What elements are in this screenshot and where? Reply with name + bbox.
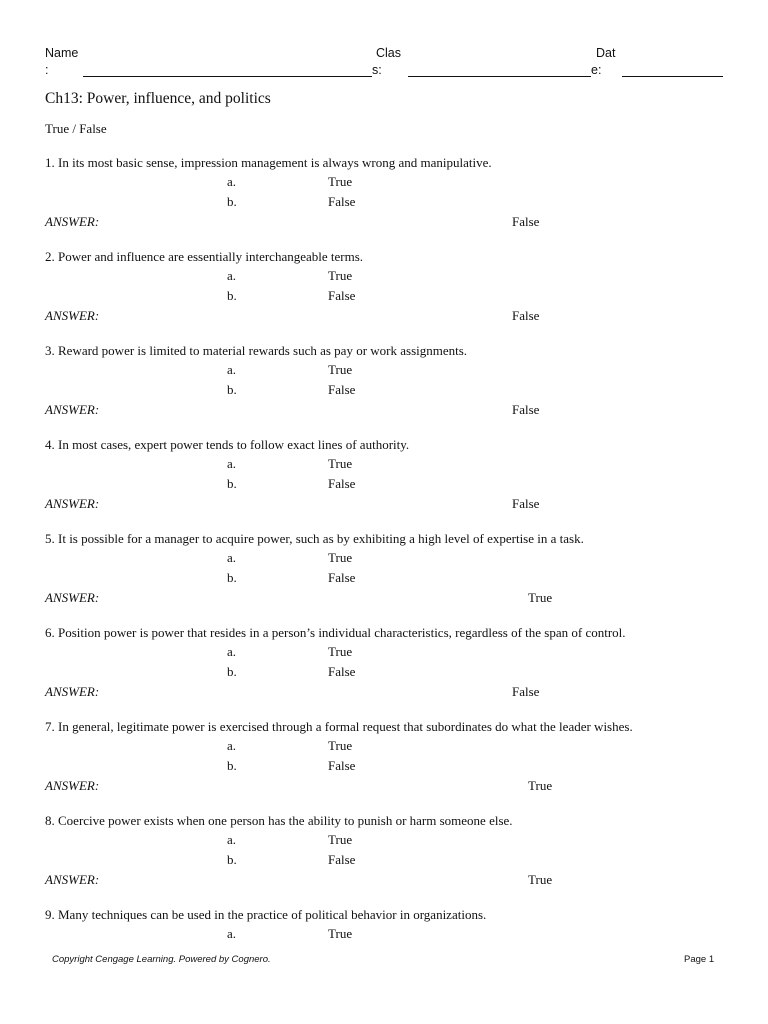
question-item [0, 625, 768, 719]
class-label-suffix: s: [372, 63, 382, 77]
option-letter[interactable]: a. [227, 174, 237, 189]
question-text: 5. It is possible for a manager to acquire power, such as by exhibiting a high level of expertise in a task. [45, 531, 584, 546]
option-text[interactable]: True [328, 550, 353, 565]
question-item [0, 249, 768, 343]
option-letter[interactable]: b. [227, 852, 237, 867]
option-text[interactable]: True [328, 456, 353, 471]
option-text[interactable]: True [328, 644, 353, 659]
option-text[interactable]: False [328, 664, 356, 679]
date-label-suffix: e: [591, 63, 602, 77]
question-item [0, 719, 768, 813]
page-title: Ch13: Power, influence, and politics [45, 90, 271, 107]
option-letter[interactable]: a. [227, 268, 237, 283]
answer-value: False [512, 214, 540, 229]
answer-label: ANSWER: [45, 308, 100, 323]
date-input-line[interactable] [622, 76, 723, 77]
date-label: Dat [596, 46, 616, 60]
question-item [0, 813, 768, 907]
answer-label: ANSWER: [45, 684, 100, 699]
option-text[interactable]: True [328, 926, 353, 941]
answer-label: ANSWER: [45, 778, 100, 793]
answer-label: ANSWER: [45, 590, 100, 605]
option-letter[interactable]: a. [227, 550, 237, 565]
answer-label: ANSWER: [45, 402, 100, 417]
name-input-line[interactable] [83, 76, 372, 77]
option-letter[interactable]: b. [227, 476, 237, 491]
option-text[interactable]: False [328, 382, 356, 397]
option-text[interactable]: False [328, 476, 356, 491]
option-letter[interactable]: a. [227, 456, 237, 471]
answer-value: False [512, 308, 540, 323]
question-text: 8. Coercive power exists when one person has the ability to punish or harm someone else. [45, 813, 513, 828]
option-text[interactable]: True [328, 268, 353, 283]
option-letter[interactable]: a. [227, 832, 237, 847]
answer-value: True [528, 872, 553, 887]
option-letter[interactable]: a. [227, 644, 237, 659]
question-text: 4. In most cases, expert power tends to follow exact lines of authority. [45, 437, 410, 452]
option-text[interactable]: True [328, 362, 353, 377]
option-text[interactable]: True [328, 832, 353, 847]
footer-copyright: Copyright Cengage Learning. Powered by Cognero. [52, 954, 271, 965]
answer-label: ANSWER: [45, 872, 100, 887]
option-letter[interactable]: b. [227, 194, 237, 209]
option-letter[interactable]: b. [227, 288, 237, 303]
question-text: 7. In general, legitimate power is exercised through a formal request that subordinates do what the leader wishes. [45, 719, 633, 734]
footer-page-number: Page 1 [684, 954, 715, 965]
section-heading: True / False [45, 121, 107, 136]
option-text[interactable]: False [328, 758, 356, 773]
option-text[interactable]: False [328, 194, 356, 209]
option-letter[interactable]: a. [227, 926, 237, 941]
option-letter[interactable]: b. [227, 664, 237, 679]
answer-label: ANSWER: [45, 496, 100, 511]
answer-value: False [512, 684, 540, 699]
class-input-line[interactable] [408, 76, 591, 77]
question-text: 9. Many techniques can be used in the practice of political behavior in organizations. [45, 907, 487, 922]
option-letter[interactable]: a. [227, 362, 237, 377]
option-letter[interactable]: b. [227, 758, 237, 773]
answer-value: True [528, 590, 553, 605]
question-item [0, 155, 768, 249]
answer-label: ANSWER: [45, 214, 100, 229]
option-letter[interactable]: a. [227, 738, 237, 753]
answer-value: False [512, 402, 540, 417]
name-label-colon: : [45, 63, 49, 77]
question-text: 3. Reward power is limited to material rewards such as pay or work assignments. [45, 343, 468, 358]
option-letter[interactable]: b. [227, 382, 237, 397]
class-label: Clas [376, 46, 402, 60]
option-text[interactable]: True [328, 738, 353, 753]
question-text: 1. In its most basic sense, impression management is always wrong and manipulative. [45, 155, 492, 170]
option-text[interactable]: False [328, 570, 356, 585]
option-text[interactable]: False [328, 852, 356, 867]
option-text[interactable]: False [328, 288, 356, 303]
question-text: 2. Power and influence are essentially interchangeable terms. [45, 249, 364, 264]
option-letter[interactable]: b. [227, 570, 237, 585]
name-label: Name [45, 46, 79, 60]
answer-value: False [512, 496, 540, 511]
answer-value: True [528, 778, 553, 793]
question-text: 6. Position power is power that resides in a person’s individual characteristics, regardless of the span of control. [45, 625, 626, 640]
option-text[interactable]: True [328, 174, 353, 189]
question-item [0, 343, 768, 437]
question-item [0, 437, 768, 531]
question-item [0, 531, 768, 625]
